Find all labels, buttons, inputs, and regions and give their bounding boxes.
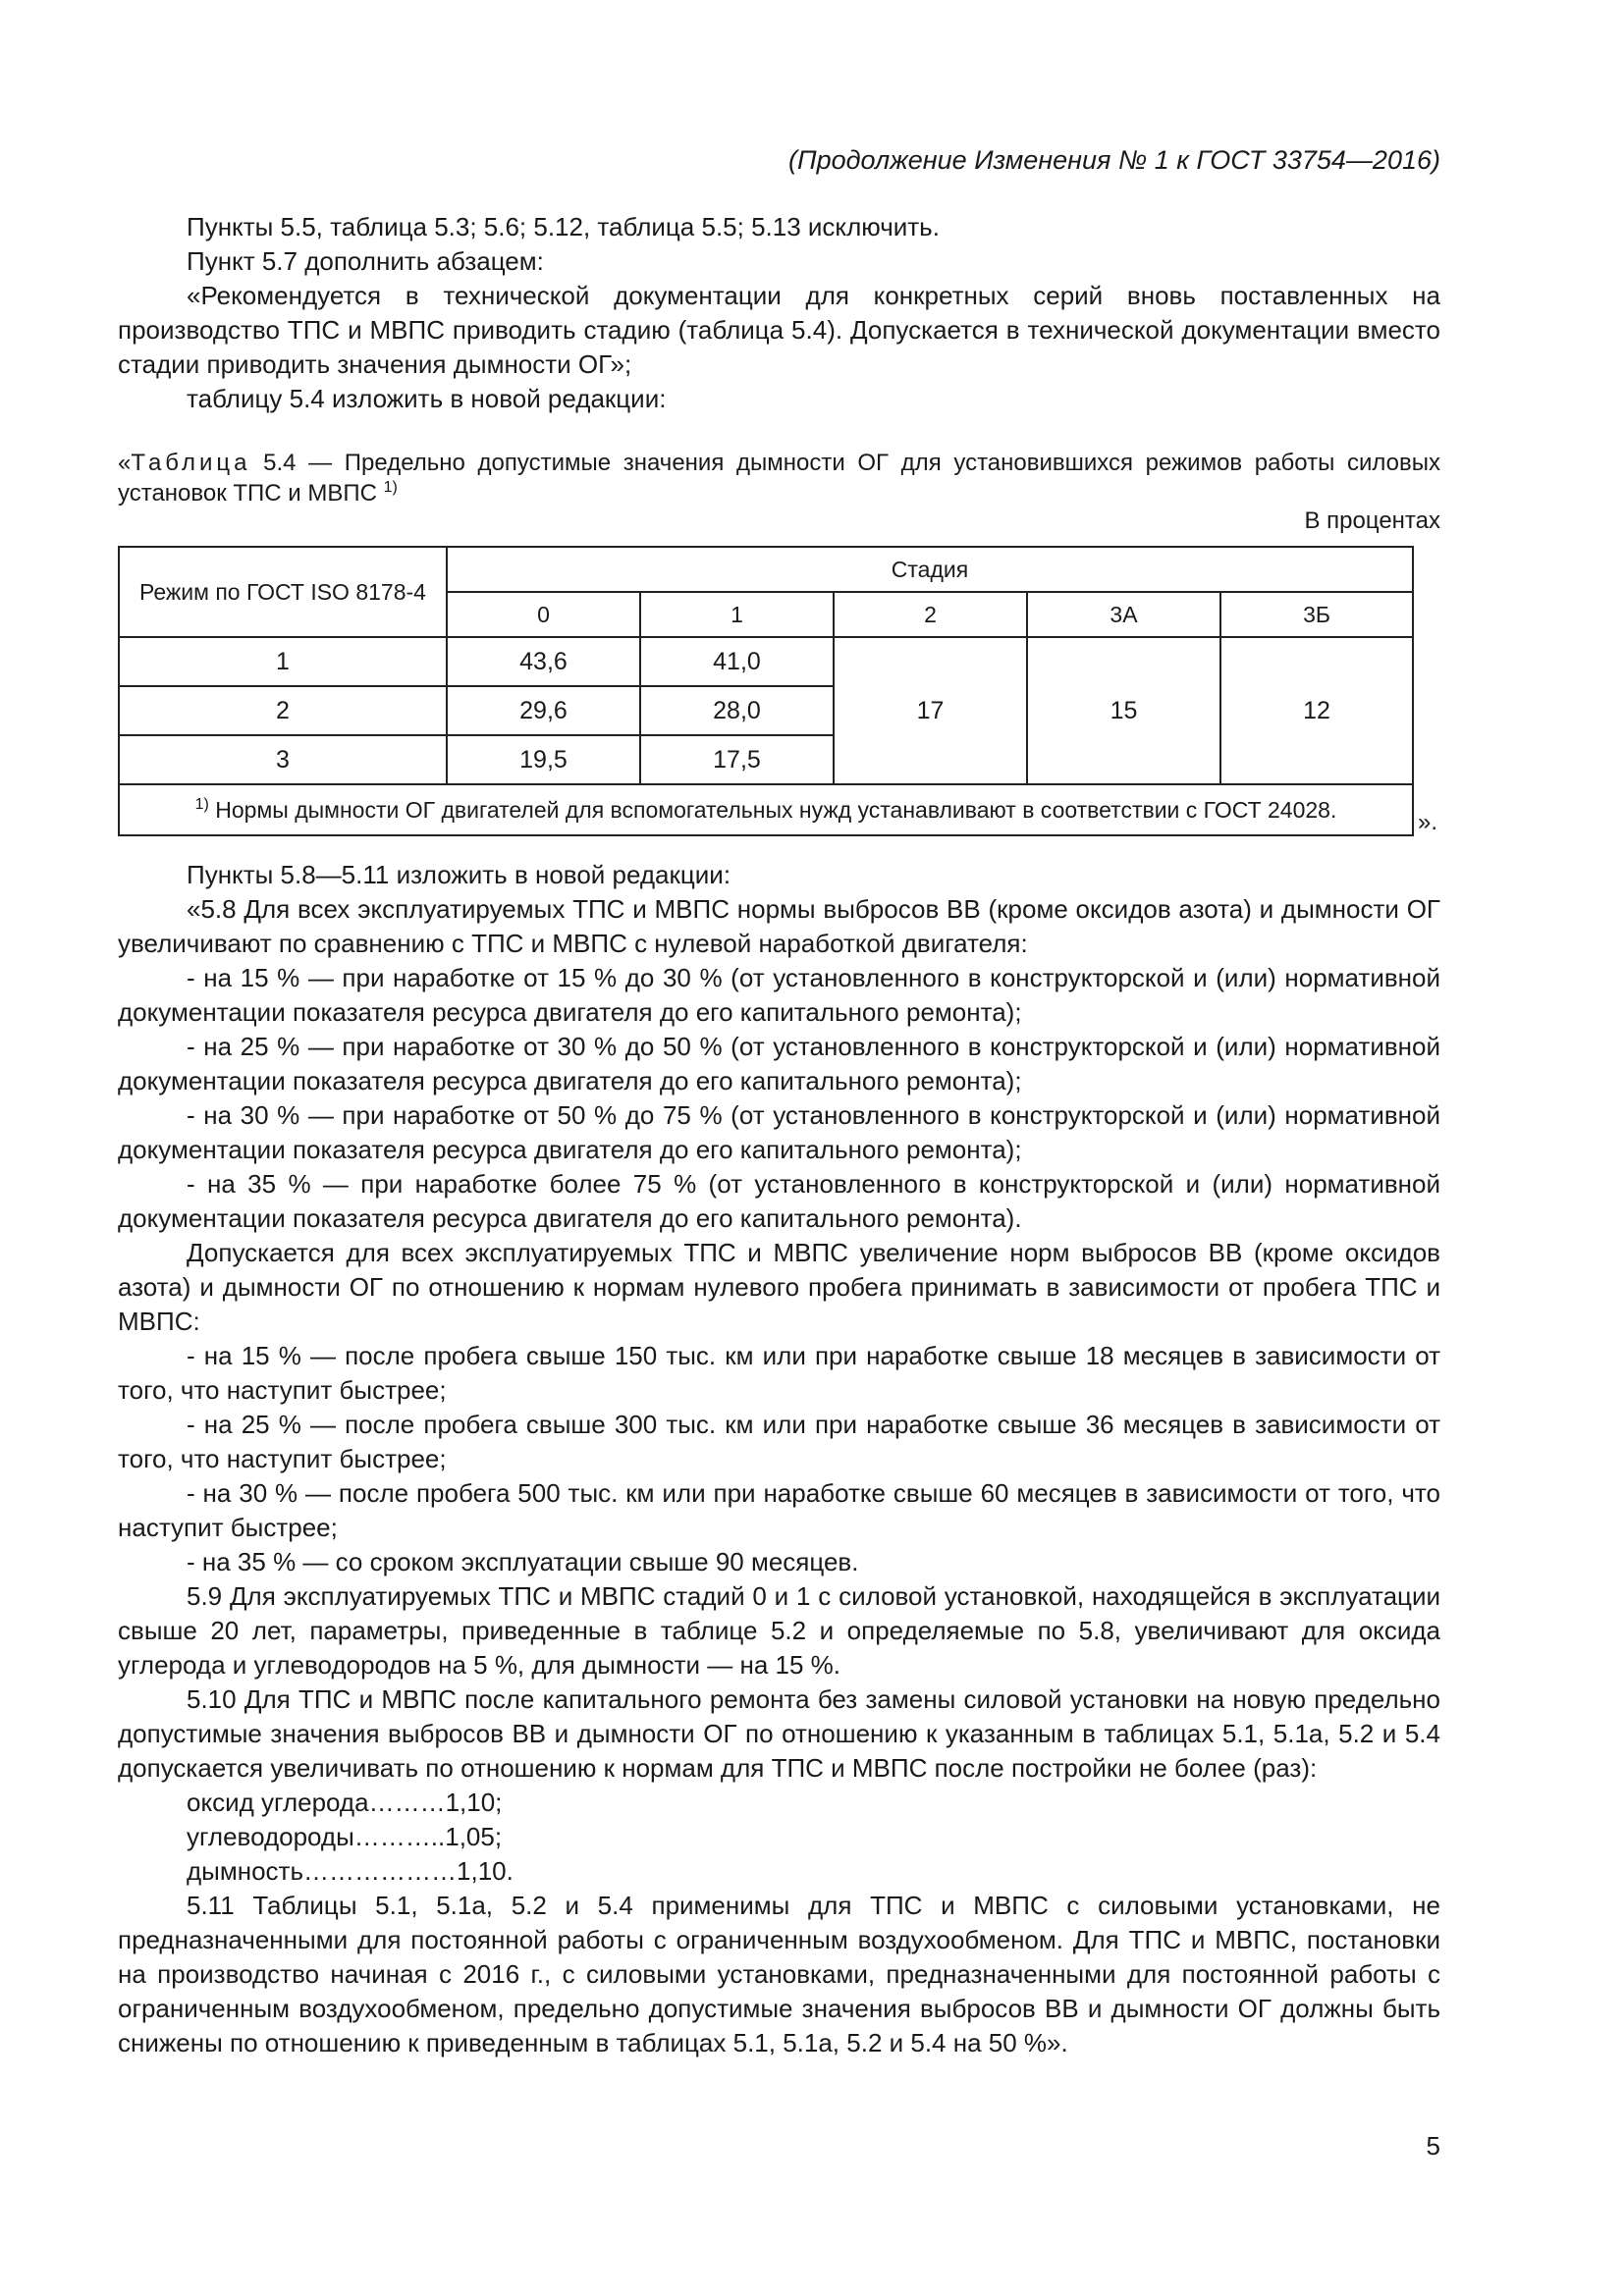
footnote-mark: 1) xyxy=(194,795,209,813)
cell-mode: 2 xyxy=(119,686,447,735)
cell-mode: 1 xyxy=(119,637,447,686)
cell-stage-3b: 12 xyxy=(1220,637,1413,784)
body-paragraph: Допускается для всех эксплуатируемых ТПС и МВПС увеличение норм выбросов ВВ (кроме оксидов азота) и дымности ОГ по отношению к нормам нулевого пробега принимать в зависимости от пробега ТПС и МВПС: xyxy=(118,1238,1440,1336)
body-paragraph: «5.8 Для всех эксплуатируемых ТПС и МВПС нормы выбросов ВВ (кроме оксидов азота) и дымности ОГ увеличивают по сравнению с ТПС и МВПС с нулевой наработкой двигателя: xyxy=(118,894,1440,958)
table-footnote-row xyxy=(119,784,1413,835)
cell-mode: 3 xyxy=(119,735,447,784)
intro-block xyxy=(118,210,1440,416)
list-item: - на 30 % — при наработке от 50 % до 75 % (от установленного в конструкторской и (или) нормативной документации показателя ресурса двигателя до его капитального ремонта); xyxy=(118,1100,1440,1164)
coefficient-item: оксид углерода………1,10; xyxy=(187,1788,503,1817)
coefficient-item: углеводороды………..1,05; xyxy=(187,1822,503,1851)
table-header-row xyxy=(119,547,1413,592)
caption-text: 5.4 — Предельно допустимые значения дымности ОГ для установившихся режимов работы силовых установок ТПС и МВПС xyxy=(118,450,1440,507)
table-caption xyxy=(118,448,1440,508)
list-item: - на 25 % — при наработке от 30 % до 50 % (от установленного в конструкторской и (или) нормативной документации показателя ресурса двигателя до его капитального ремонта); xyxy=(118,1032,1440,1095)
cell-stage-1: 28,0 xyxy=(640,686,834,735)
cell-stage-0: 43,6 xyxy=(447,637,640,686)
cell-stage-1: 17,5 xyxy=(640,735,834,784)
list-item: - на 25 % — после пробега свыше 300 тыс. км или при наработке свыше 36 месяцев в зависимости от того, что наступит быстрее; xyxy=(118,1410,1440,1473)
table-closing-quote: ». xyxy=(1418,809,1438,835)
header-stage-0: 0 xyxy=(447,592,640,637)
body-paragraph: 5.10 Для ТПС и МВПС после капитального ремонта без замены силовой установки на новую предельно допустимые значения выбросов ВВ и дымности ОГ по отношению к указанным в таблицах 5.1, 5.1а, 5.2 и 5.4 допускается увеличивать по отношению к нормам для ТПС и МВПС после постройки не более (раз): xyxy=(118,1684,1440,1783)
header-stage-1: 1 xyxy=(640,592,834,637)
caption-open: « xyxy=(118,450,132,476)
cell-stage-0: 29,6 xyxy=(447,686,640,735)
footnote-text: Нормы дымности ОГ двигателей для вспомогательных нужд устанавливают в соответствии с ГОСТ 24028. xyxy=(208,796,1337,823)
header-stage-3a: 3А xyxy=(1027,592,1220,637)
header-stage: Стадия xyxy=(447,547,1413,592)
table-unit: В процентах xyxy=(1304,507,1440,534)
intro-paragraph: Пункт 5.7 дополнить абзацем: xyxy=(187,246,544,276)
list-item: - на 15 % — при наработке от 15 % до 30 % (от установленного в конструкторской и (или) нормативной документации показателя ресурса двигателя до его капитального ремонта); xyxy=(118,963,1440,1027)
header-mode: Режим по ГОСТ ISO 8178-4 xyxy=(119,547,447,637)
cell-stage-0: 19,5 xyxy=(447,735,640,784)
list-item: - на 30 % — после пробега 500 тыс. км или при наработке свыше 60 месяцев в зависимости от того, что наступит быстрее; xyxy=(118,1478,1440,1542)
list-item: - на 35 % — при наработке более 75 % (от установленного в конструкторской и (или) нормативной документации показателя ресурса двигателя до его капитального ремонта). xyxy=(118,1169,1440,1233)
body-block xyxy=(118,858,1440,2060)
cell-stage-1: 41,0 xyxy=(640,637,834,686)
intro-paragraph: таблицу 5.4 изложить в новой редакции: xyxy=(187,384,667,413)
cell-stage-2: 17 xyxy=(834,637,1027,784)
list-item: - на 35 % — со сроком эксплуатации свыше 90 месяцев. xyxy=(187,1547,859,1576)
intro-paragraph: Пункты 5.5, таблица 5.3; 5.6; 5.12, таблица 5.5; 5.13 исключить. xyxy=(187,212,940,241)
body-paragraph: 5.9 Для эксплуатируемых ТПС и МВПС стадий 0 и 1 с силовой установкой, находящейся в эксплуатации свыше 20 лет, параметры, приведенные в таблице 5.2 и определяемые по 5.8, увеличивают для оксида углерода и углеводородов на 5 %, для дымности — на 15 %. xyxy=(118,1581,1440,1680)
smoke-limits-table xyxy=(118,546,1414,836)
coefficient-item: дымность………………1,10. xyxy=(187,1856,514,1886)
caption-label: Таблица xyxy=(131,450,251,476)
body-paragraph: Пункты 5.8—5.11 изложить в новой редакции: xyxy=(187,860,731,889)
running-header: (Продолжение Изменения № 1 к ГОСТ 33754—2016) xyxy=(788,145,1440,175)
header-stage-2: 2 xyxy=(834,592,1027,637)
table-footnote xyxy=(119,784,1413,835)
body-paragraph: 5.11 Таблицы 5.1, 5.1а, 5.2 и 5.4 применимы для ТПС и МВПС с силовыми установками, не предназначенными для постоянной работы с ограниченным воздухообменом. Для ТПС и МВПС, постановки на производство начиная с 2016 г., с силовыми установками, предназначенными для постоянной работы с ограниченным воздухообменом, предельно допустимые значения выбросов ВВ и дымности ОГ должны быть снижены по отношению к приведенным в таблицах 5.1, 5.1а, 5.2 и 5.4 на 50 %». xyxy=(118,1891,1440,2057)
header-stage-3b: 3Б xyxy=(1220,592,1413,637)
table-row xyxy=(119,637,1413,686)
list-item: - на 15 % — после пробега свыше 150 тыс. км или при наработке свыше 18 месяцев в зависимости от того, что наступит быстрее; xyxy=(118,1341,1440,1405)
page-number: 5 xyxy=(1426,2131,1440,2161)
cell-stage-3a: 15 xyxy=(1027,637,1220,784)
intro-paragraph: «Рекомендуется в технической документации для конкретных серий вновь поставленных на производство ТПС и МВПС приводить стадию (таблица 5.4). Допускается в технической документации вместо стадии приводить значения дымности ОГ»; xyxy=(118,281,1440,379)
caption-footnote-mark: 1) xyxy=(383,479,398,496)
